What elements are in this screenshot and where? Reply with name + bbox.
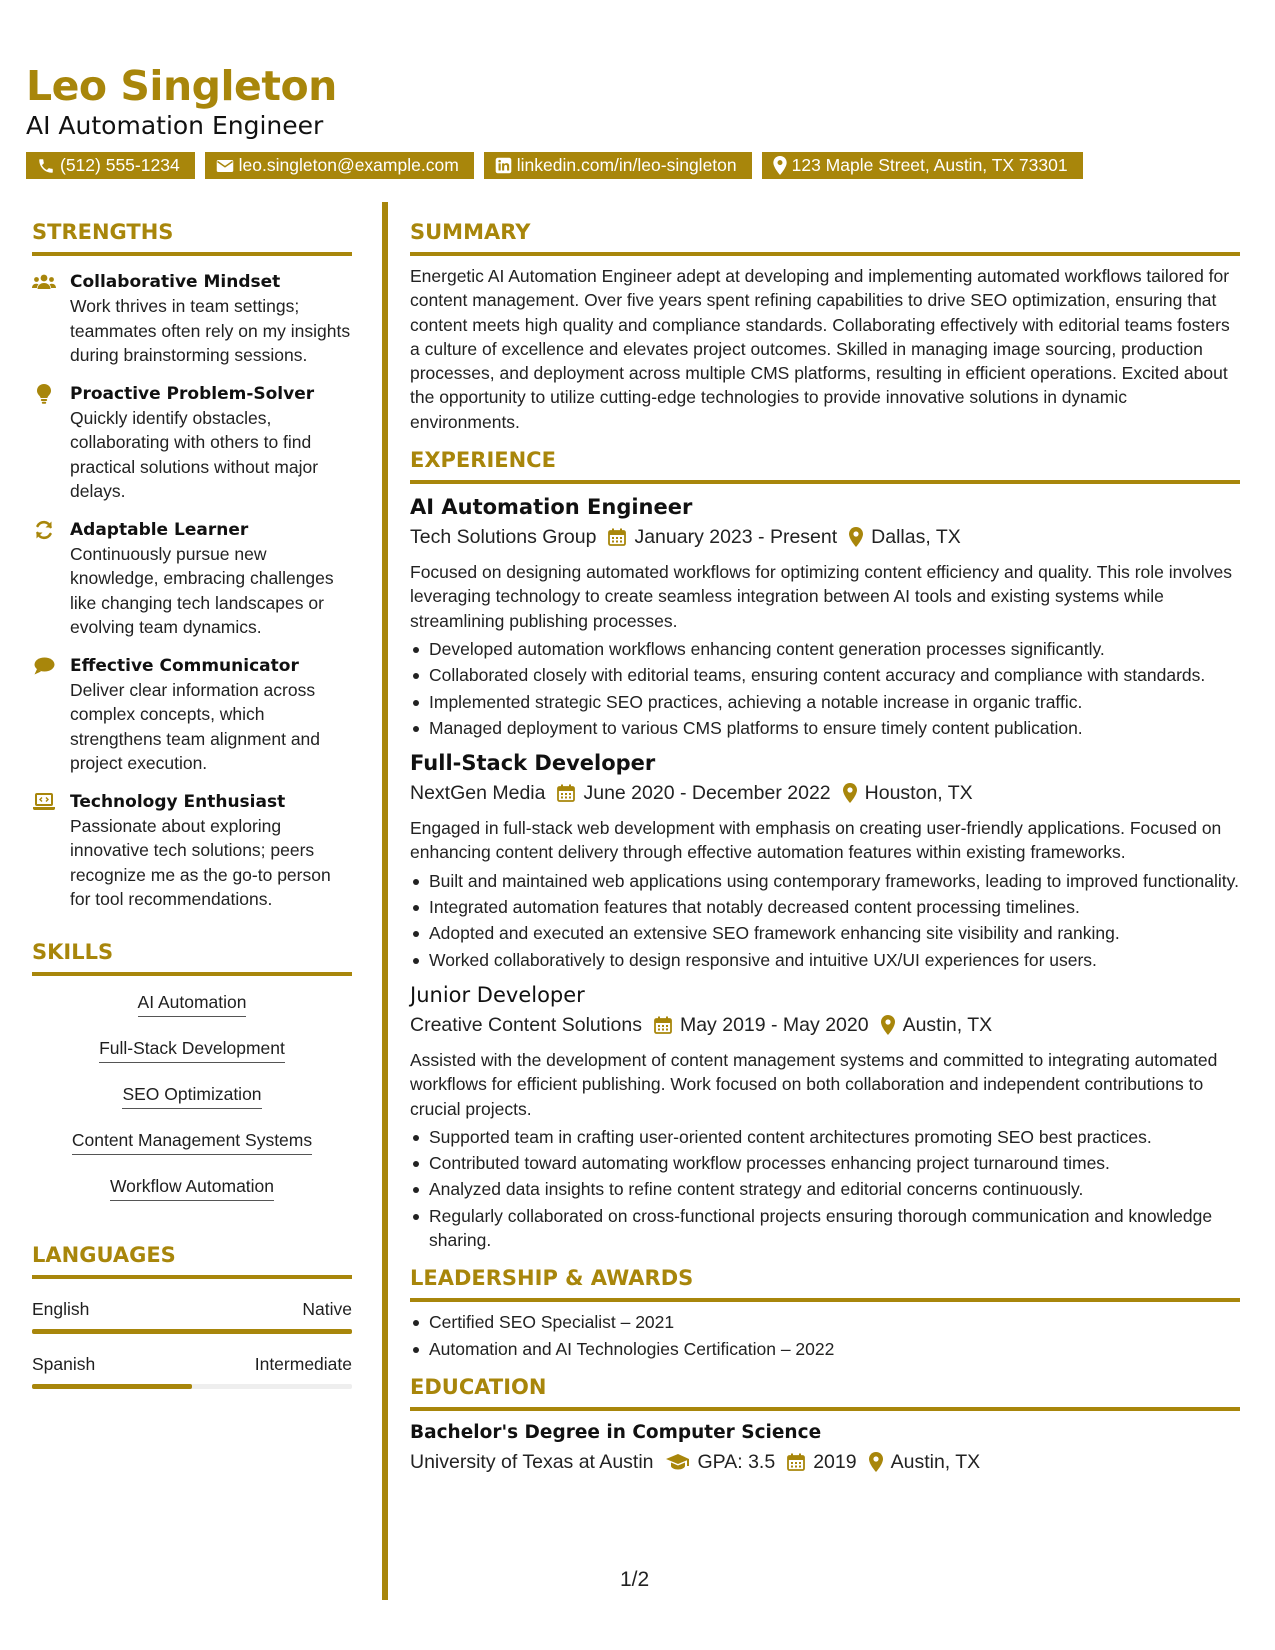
strength-desc: Work thrives in team settings; teammates often rely on my insights during brainstorming sessions. [70, 296, 351, 365]
chat-bubble-icon [32, 656, 56, 676]
strength-desc: Deliver clear information across complex concepts, which strengthens team alignment and project execution. [70, 679, 321, 773]
lightbulb-icon [32, 384, 56, 404]
job-title: Junior Developer [410, 982, 585, 1007]
job-dates: January 2023 - Present [634, 526, 838, 549]
section-rule [410, 1407, 1240, 1411]
experience-heading: EXPERIENCE [410, 448, 556, 473]
leadership-heading: LEADERSHIP & AWARDS [410, 1266, 694, 1291]
job-bullets [410, 1125, 1240, 1252]
bullet-item: Supported team in crafting user-oriented content architectures promoting SEO best practices. [410, 1125, 1240, 1149]
job-entry [410, 980, 1240, 1252]
location-pin-icon [773, 156, 787, 175]
strength-item [32, 790, 352, 912]
degree-title: Bachelor's Degree in Computer Science [410, 1421, 822, 1443]
company-name: Creative Content Solutions [410, 1013, 642, 1036]
calendar-icon [654, 1016, 672, 1034]
contact-phone[interactable] [26, 152, 195, 179]
graduation-year: 2019 [813, 1450, 857, 1473]
laptop-code-icon [32, 792, 56, 812]
job-title: AI Automation Engineer [410, 495, 693, 520]
bullet-item: Integrated automation features that notably decreased content processing timelines. [410, 895, 1240, 919]
strength-title: Adaptable Learner [70, 519, 249, 540]
strength-desc: Passionate about exploring innovative tech solutions; peers recognize me as the go-to person for tool recommendations. [70, 815, 331, 909]
phone-text: (512) 555-1234 [60, 155, 180, 175]
strengths-heading: STRENGTHS [32, 220, 174, 244]
graduation-cap-icon [666, 1454, 690, 1470]
bullet-item: Adopted and executed an extensive SEO framework enhancing site visibility and ranking. [410, 921, 1240, 945]
education-location: Austin, TX [890, 1450, 981, 1473]
left-column [32, 218, 352, 1389]
calendar-icon [557, 784, 575, 802]
linkedin-icon [495, 157, 512, 174]
summary-heading: SUMMARY [410, 220, 531, 244]
strength-title: Effective Communicator [70, 655, 299, 676]
job-bullets [410, 637, 1240, 740]
education-meta [410, 1447, 1240, 1477]
column-divider [382, 202, 388, 1600]
skills-section [32, 938, 352, 1201]
job-title: Full-Stack Developer [410, 751, 656, 776]
skill-item: SEO Optimization [32, 1082, 352, 1109]
award-item: Automation and AI Technologies Certification – 2022 [410, 1337, 1240, 1361]
section-rule [410, 1298, 1240, 1302]
company-name: Tech Solutions Group [410, 526, 597, 549]
bullet-item: Analyzed data insights to refine content strategy and editorial concerns continuously. [410, 1177, 1240, 1201]
skills-list [32, 990, 352, 1201]
bullet-item: Built and maintained web applications using contemporary frameworks, leading to improved functionality. [410, 869, 1240, 893]
experience-section [410, 446, 1240, 1252]
linkedin-text: linkedin.com/in/leo-singleton [516, 155, 737, 175]
contact-address [762, 152, 1083, 179]
skill-item: Workflow Automation [32, 1174, 352, 1201]
awards-list [410, 1310, 1240, 1361]
bullet-item: Contributed toward automating workflow processes enhancing project turnaround times. [410, 1151, 1240, 1175]
language-level: Native [302, 1298, 352, 1319]
location-pin-icon [849, 527, 863, 547]
skills-heading: SKILLS [32, 939, 114, 964]
language-level: Intermediate [254, 1353, 352, 1374]
section-rule [32, 1275, 352, 1279]
skill-item: Full-Stack Development [32, 1036, 352, 1063]
summary-text: Energetic AI Automation Engineer adept at developing and implementing automated workflows tailored for content management. Over five years spent refining capabilities to drive SEO optimization, ensuring that content meets high quality and compliance standards. Collaborating effectively with editorial teams fosters a culture of excellence and elevates project outcomes. Skilled in managing image sourcing, production processes, and deployment across multiple CMS platforms, resulting in efficient operations. Excited about the opportunity to utilize cutting-edge technologies to provide innovative solutions in dynamic environments. [410, 266, 1230, 432]
job-meta [410, 522, 1240, 552]
job-description: Assisted with the development of content management systems and committed to integrating automated workflows for efficient publishing. Work focused on both collaboration and independent contributions to crucial projects. [410, 1049, 1218, 1119]
location-pin-icon [869, 1452, 883, 1472]
contact-bar [26, 152, 1093, 179]
bullet-item: Managed deployment to various CMS platforms to ensure timely content publication. [410, 716, 1240, 740]
job-description: Engaged in full-stack web development with emphasis on creating user-friendly applications. Focused on enhancing content delivery through effective automation features within existing frameworks. [410, 818, 1222, 863]
strength-item [32, 270, 352, 368]
language-name: Spanish [32, 1353, 96, 1374]
skill-item: AI Automation [32, 990, 352, 1017]
resume-header [26, 62, 1256, 175]
proficiency-fill [32, 1329, 352, 1334]
page-number: 1/2 [620, 1568, 650, 1591]
school-name: University of Texas at Austin [410, 1450, 654, 1473]
job-bullets [410, 869, 1240, 972]
education-heading: EDUCATION [410, 1374, 547, 1399]
strength-desc: Continuously pursue new knowledge, embracing challenges like changing tech landscapes or evolving team dynamics. [70, 543, 334, 637]
candidate-name: Leo Singleton [26, 62, 337, 110]
languages-section [32, 1241, 352, 1389]
contact-email[interactable] [205, 152, 474, 179]
users-icon [32, 272, 56, 292]
company-name: NextGen Media [410, 782, 546, 805]
languages-heading: LANGUAGES [32, 1242, 176, 1267]
section-rule [410, 252, 1240, 256]
language-item [32, 1352, 352, 1389]
bullet-item: Collaborated closely with editorial teams, ensuring content accuracy and compliance with standards. [410, 663, 1240, 687]
language-name: English [32, 1298, 90, 1319]
proficiency-bar [32, 1329, 352, 1334]
skill-item: Content Management Systems [32, 1128, 352, 1155]
leadership-section [410, 1264, 1240, 1361]
section-rule [32, 972, 352, 976]
section-rule [410, 480, 1240, 484]
job-dates: June 2020 - December 2022 [583, 782, 831, 805]
job-dates: May 2019 - May 2020 [679, 1013, 869, 1036]
location-pin-icon [881, 1015, 895, 1035]
job-meta [410, 1010, 1240, 1040]
bullet-item: Worked collaboratively to design responsive and intuitive UX/UI experiences for users. [410, 948, 1240, 972]
right-column [410, 218, 1240, 1489]
job-description: Focused on designing automated workflows for optimizing content efficiency and quality. This role involves leveraging technology to create seamless integration between AI tools and existing systems while streamlining publishing processes. [410, 562, 1232, 631]
job-location: Austin, TX [902, 1013, 993, 1036]
contact-linkedin[interactable] [484, 152, 752, 179]
job-entry [410, 748, 1240, 972]
calendar-icon [787, 1453, 805, 1471]
proficiency-bar [32, 1384, 352, 1389]
job-location: Houston, TX [864, 782, 973, 805]
job-meta [410, 778, 1240, 808]
job-entry [410, 492, 1240, 740]
bullet-item: Regularly collaborated on cross-functional projects ensuring thorough communication and knowledge sharing. [410, 1204, 1240, 1253]
strength-item [32, 518, 352, 640]
summary-section [410, 218, 1240, 434]
calendar-icon [608, 528, 626, 546]
bullet-item: Implemented strategic SEO practices, achieving a notable increase in organic traffic. [410, 690, 1240, 714]
award-item: Certified SEO Specialist – 2021 [410, 1310, 1240, 1334]
strength-item [32, 654, 352, 776]
address-text: 123 Maple Street, Austin, TX 73301 [791, 155, 1068, 175]
strength-title: Proactive Problem-Solver [70, 383, 315, 404]
bullet-item: Developed automation workflows enhancing content generation processes significantly. [410, 637, 1240, 661]
strength-desc: Quickly identify obstacles, collaborating with others to find practical solutions without major delays. [70, 407, 319, 501]
strength-item [32, 382, 352, 504]
candidate-role: AI Automation Engineer [26, 111, 324, 140]
education-section [410, 1373, 1240, 1477]
refresh-icon [32, 520, 56, 540]
section-rule [32, 252, 352, 256]
strengths-section [32, 218, 352, 912]
phone-icon [37, 157, 55, 175]
job-location: Dallas, TX [871, 526, 961, 549]
proficiency-fill [32, 1384, 192, 1389]
language-item [32, 1297, 352, 1334]
email-text: leo.singleton@example.com [238, 155, 459, 175]
strength-title: Collaborative Mindset [70, 272, 281, 292]
gpa: GPA: 3.5 [697, 1450, 776, 1473]
location-pin-icon [843, 783, 857, 803]
envelope-icon [216, 158, 234, 174]
strength-title: Technology Enthusiast [70, 791, 286, 812]
